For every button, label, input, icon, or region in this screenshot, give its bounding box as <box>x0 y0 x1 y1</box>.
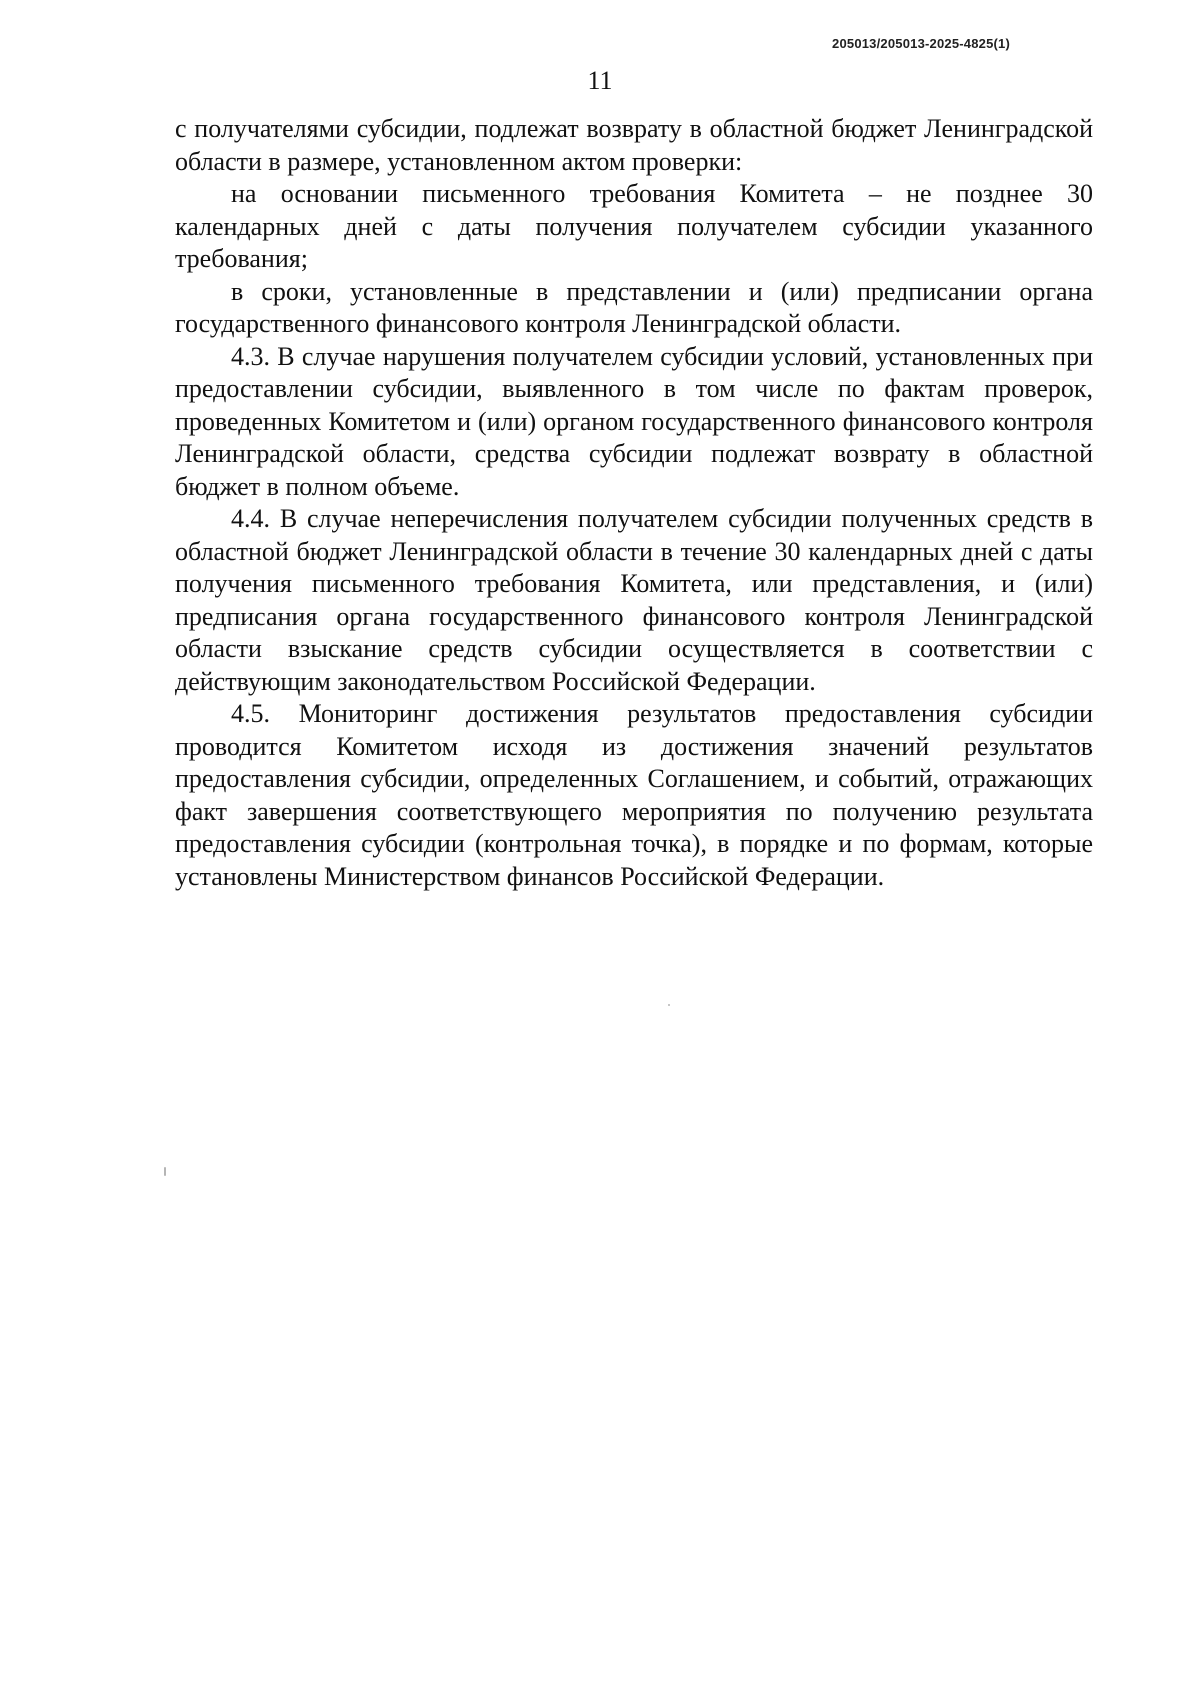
scan-artifact <box>668 1004 670 1006</box>
paragraph-clause-4-5: 4.5. Мониторинг достижения результатов предоставления субсидии проводится Комитетом исходя из достижения значений результатов предоставления субсидии, определенных Соглашением, и событий, отражающих факт завершения соответствующего мероприятия по получению результата предоставления субсидии (контрольная точка), в порядке и по формам, которые установлены Министерством финансов Российской Федерации. <box>175 699 1093 891</box>
paragraph-written-demand-deadline: на основании письменного требования Комитета – не позднее 30 календарных дней с даты получения получателем субсидии указанного требования; <box>175 179 1093 273</box>
document-body <box>175 113 1093 893</box>
page-number: 11 <box>587 66 613 95</box>
paragraph-clause-4-4: 4.4. В случае неперечисления получателем субсидии полученных средств в областной бюджет Ленинградской области в течение 30 календарных дней с даты получения письменного требования Комитета, или представления, и (или) предписания органа государственного финансового контроля Ленинградской области взыскание средств субсидии осуществляется в соответствии с действующим законодательством Российской Федерации. <box>175 504 1093 696</box>
paragraph-control-body-deadline: в сроки, установленные в представлении и (или) предписании органа государственного финансового контроля Ленинградской области. <box>175 276 1093 338</box>
document-registration-number: 205013/205013-2025-4825(1) <box>832 36 1010 51</box>
scan-artifact <box>164 1167 166 1176</box>
paragraph-clause-4-3: 4.3. В случае нарушения получателем субсидии условий, установленных при предоставлении субсидии, выявленного в том числе по фактам проверок, проведенных Комитетом и (или) органом государственного финансового контроля Ленинградской области, средства субсидии подлежат возврату в областной бюджет в полном объеме. <box>175 341 1093 501</box>
paragraph-refund-conditions: с получателями субсидии, подлежат возврату в областной бюджет Ленинградской области в размере, установленном актом проверки: <box>175 114 1093 176</box>
